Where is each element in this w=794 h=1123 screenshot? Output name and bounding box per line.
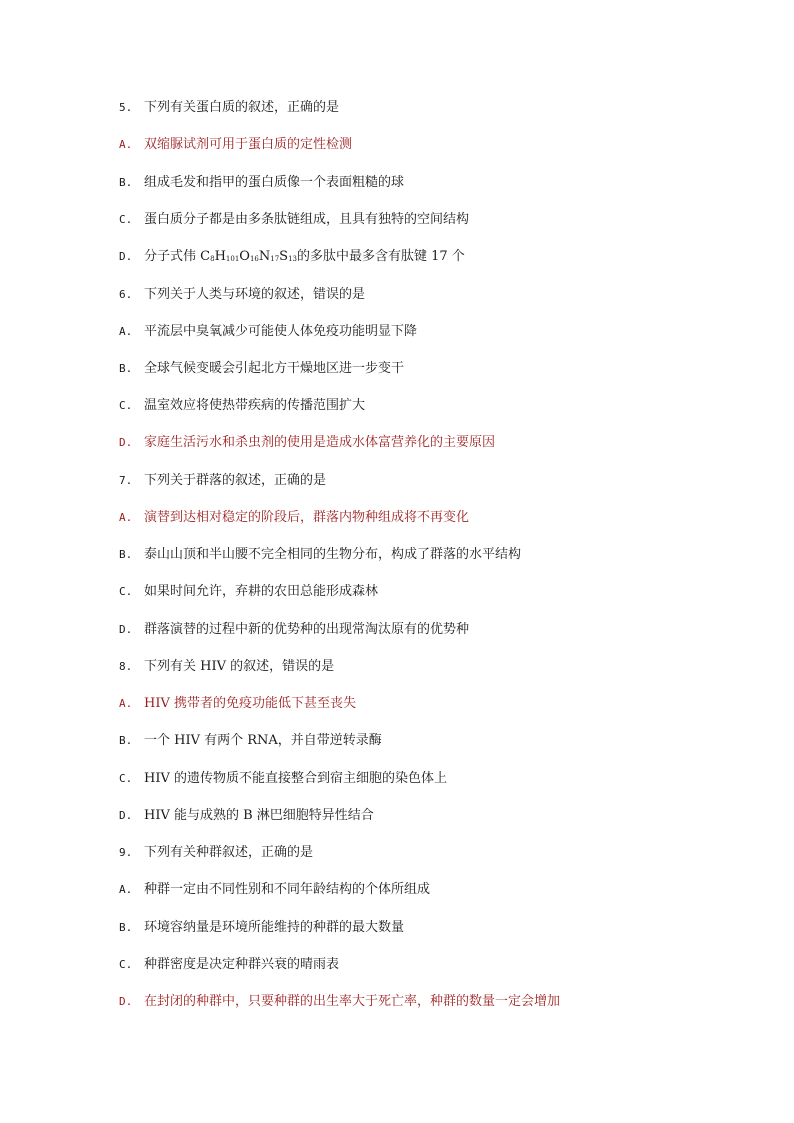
option-label: B. bbox=[119, 176, 133, 189]
option-text: 一个 HIV 有两个 RNA，并自带逆转录酶 bbox=[144, 733, 382, 748]
option-text: 平流层中臭氧减少可能使人体免疫功能明显下降 bbox=[144, 324, 418, 339]
question-7-option-c bbox=[119, 582, 759, 602]
formula-sym-h: H bbox=[214, 249, 226, 264]
question-9-option-d bbox=[119, 992, 759, 1012]
option-text: 环境容纳量是环境所能维持的种群的最大数量 bbox=[144, 920, 405, 935]
option-text: 种群一定由不同性别和不同年龄结构的个体所组成 bbox=[144, 882, 431, 897]
question-stem: 下列关于群落的叙述，正确的是 bbox=[144, 473, 327, 488]
option-text: 在封闭的种群中，只要种群的出生率大于死亡率，种群的数量一定会增加 bbox=[144, 994, 561, 1009]
question-number: 8. bbox=[119, 660, 133, 673]
question-9-stem bbox=[119, 843, 759, 863]
option-label: A. bbox=[119, 325, 133, 338]
question-stem: 下列关于人类与环境的叙述，错误的是 bbox=[144, 287, 366, 302]
formula-sym-o: O bbox=[239, 249, 250, 264]
question-6-option-c bbox=[119, 396, 759, 416]
question-7-option-a bbox=[119, 508, 759, 528]
question-8-stem bbox=[119, 657, 759, 677]
option-text: 种群密度是决定种群兴衰的晴雨表 bbox=[144, 957, 340, 972]
question-5-option-b bbox=[119, 173, 759, 193]
option-text: 双缩脲试剂可用于蛋白质的定性检测 bbox=[144, 137, 353, 152]
option-text-suffix: 的多肽中最多含有肽键 17 个 bbox=[297, 249, 465, 264]
formula-sym-n: N bbox=[258, 249, 271, 264]
option-label: C. bbox=[119, 958, 133, 971]
option-text: 组成毛发和指甲的蛋白质像一个表面粗糙的球 bbox=[144, 175, 405, 190]
option-label: A. bbox=[119, 697, 133, 710]
question-6-option-d bbox=[119, 433, 759, 453]
question-8-option-c bbox=[119, 769, 759, 789]
question-number: 9. bbox=[119, 846, 133, 859]
option-text: HIV 的遗传物质不能直接整合到宿主细胞的染色体上 bbox=[144, 771, 447, 786]
option-label: A. bbox=[119, 511, 133, 524]
question-9-option-c bbox=[119, 955, 759, 975]
option-text: 群落演替的过程中新的优势种的出现常淘汰原有的优势种 bbox=[144, 622, 470, 637]
option-label: B. bbox=[119, 548, 133, 561]
option-text bbox=[144, 247, 465, 269]
option-label: A. bbox=[119, 883, 133, 896]
option-label: C. bbox=[119, 585, 133, 598]
formula-sub-c: 8 bbox=[210, 255, 215, 263]
question-6-stem bbox=[119, 285, 759, 305]
question-6-option-b bbox=[119, 359, 759, 379]
option-text: 泰山山顶和半山腰不完全相同的生物分布，构成了群落的水平结构 bbox=[144, 547, 522, 562]
question-9-option-a bbox=[119, 880, 759, 900]
question-stem: 下列有关蛋白质的叙述，正确的是 bbox=[144, 100, 340, 115]
option-label: B. bbox=[119, 734, 133, 747]
question-number: 6. bbox=[119, 288, 133, 301]
question-5-stem bbox=[119, 98, 759, 118]
question-8-option-a bbox=[119, 694, 759, 714]
option-text-prefix: 分子式伟 C bbox=[144, 249, 211, 264]
option-label: A. bbox=[119, 138, 133, 151]
option-text: HIV 能与成熟的 B 淋巴细胞特异性结合 bbox=[144, 808, 374, 823]
question-8-option-b bbox=[119, 731, 759, 751]
formula-sub-h: 101 bbox=[225, 255, 240, 263]
formula-sub-s: 13 bbox=[288, 255, 297, 263]
question-6-option-a bbox=[119, 322, 759, 342]
option-label: D. bbox=[119, 809, 133, 822]
question-number: 7. bbox=[119, 474, 133, 487]
option-text: 蛋白质分子都是由多条肽链组成，且具有独特的空间结构 bbox=[144, 212, 470, 227]
option-text: 温室效应将使热带疾病的传播范围扩大 bbox=[144, 398, 366, 413]
option-label: C. bbox=[119, 772, 133, 785]
question-5-option-c bbox=[119, 210, 759, 230]
question-5-option-d bbox=[119, 247, 759, 267]
option-label: D. bbox=[119, 623, 133, 636]
question-stem: 下列有关 HIV 的叙述，错误的是 bbox=[144, 659, 335, 674]
formula-sub-o: 16 bbox=[249, 255, 259, 263]
option-text: HIV 携带者的免疫功能低下甚至丧失 bbox=[144, 696, 356, 711]
formula-sym-s: S bbox=[279, 249, 289, 264]
option-label: B. bbox=[119, 362, 133, 375]
option-text: 全球气候变暖会引起北方干燥地区进一步变干 bbox=[144, 361, 405, 376]
question-8-option-d bbox=[119, 806, 759, 826]
option-label: D. bbox=[119, 436, 133, 449]
question-5-option-a bbox=[119, 135, 759, 155]
option-label: D. bbox=[119, 995, 133, 1008]
formula-sub-n: 17 bbox=[270, 255, 280, 263]
question-7-stem bbox=[119, 471, 759, 491]
question-number: 5. bbox=[119, 101, 133, 114]
option-label: B. bbox=[119, 921, 133, 934]
question-stem: 下列有关种群叙述，正确的是 bbox=[144, 845, 314, 860]
question-7-option-d bbox=[119, 620, 759, 640]
option-text: 如果时间允许，弃耕的农田总能形成森林 bbox=[144, 584, 379, 599]
option-label: C. bbox=[119, 213, 133, 226]
option-label: C. bbox=[119, 399, 133, 412]
option-text: 家庭生活污水和杀虫剂的使用是造成水体富营养化的主要原因 bbox=[144, 435, 496, 450]
question-7-option-b bbox=[119, 545, 759, 565]
option-text: 演替到达相对稳定的阶段后，群落内物种组成将不再变化 bbox=[144, 510, 470, 525]
question-9-option-b bbox=[119, 918, 759, 938]
option-label: D. bbox=[119, 250, 133, 263]
